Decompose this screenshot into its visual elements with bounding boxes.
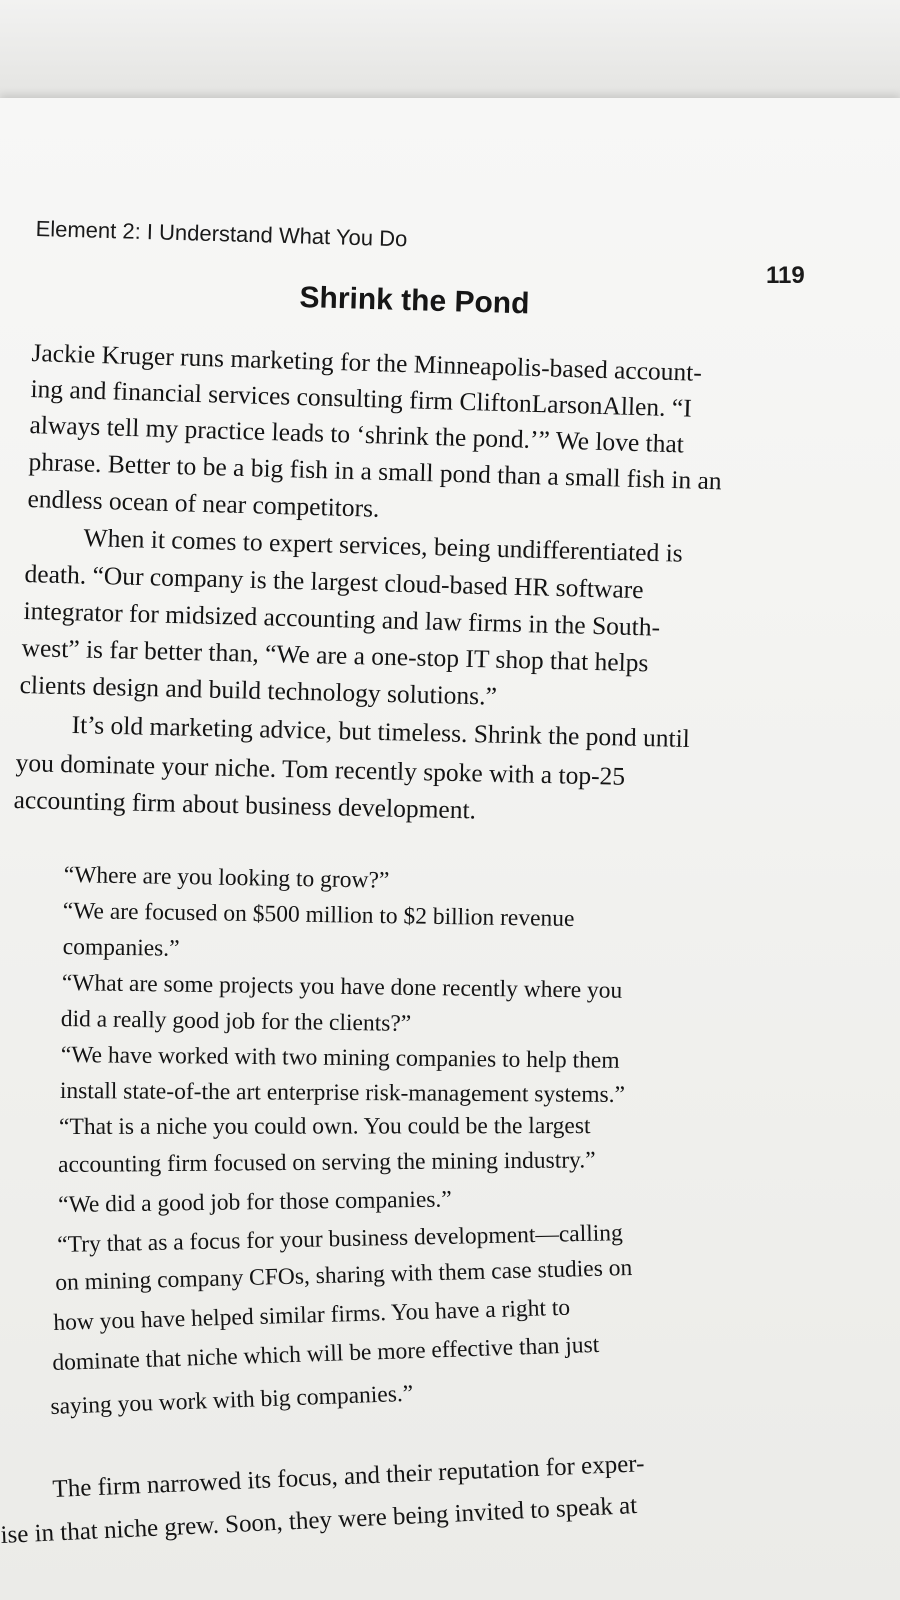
body-line: ise in that niche grew. Soon, they were being invited to speak at: [0, 1491, 638, 1549]
book-page: [0, 98, 900, 1600]
dialogue-line: on mining company CFOs, sharing with them case studies on: [55, 1254, 633, 1296]
dialogue-line: “We have worked with two mining companies to help them: [60, 1042, 620, 1074]
body-line: death. “Our company is the largest cloud-based HR software: [24, 559, 644, 605]
body-line: accounting firm about business development.: [13, 785, 477, 825]
dialogue-line: “Where are you looking to grow?”: [63, 862, 390, 894]
page-number: 119: [766, 262, 805, 289]
dialogue-line: how you have helped similar firms. You have a right to: [53, 1294, 571, 1336]
dialogue-line: saying you work with big companies.”: [50, 1380, 414, 1420]
body-line: phrase. Better to be a big fish in a small pond than a small fish in an: [28, 447, 723, 496]
body-line: endless ocean of near competitors.: [27, 484, 380, 523]
body-line: The firm narrowed its focus, and their reputation for exper-: [52, 1450, 645, 1503]
dialogue-line: “What are some projects you have done recently where you: [61, 970, 623, 1004]
body-line: always tell my practice leads to ‘shrink the pond.’” We love that: [29, 410, 685, 459]
running-head: Element 2: I Understand What You Do: [35, 216, 408, 252]
dialogue-line: did a really good job for the clients?”: [60, 1006, 412, 1037]
body-line: Jackie Kruger runs marketing for the Minneapolis-based account-: [31, 338, 703, 387]
dialogue-line: “Try that as a focus for your business development—calling: [57, 1220, 624, 1258]
dialogue-line: accounting firm focused on serving the mining industry.”: [58, 1147, 596, 1178]
body-line: integrator for midsized accounting and law firms in the South-: [23, 596, 661, 642]
body-line: It’s old marketing advice, but timeless. Shrink the pond until: [71, 710, 691, 754]
dialogue-line: dominate that niche which will be more effective than just: [52, 1331, 600, 1376]
body-line: clients design and build technology solutions.”: [19, 670, 498, 711]
body-line: west” is far better than, “We are a one-stop IT shop that helps: [21, 633, 649, 678]
dialogue-line: “We are focused on $500 million to $2 billion revenue: [62, 898, 575, 933]
dialogue-line: “We did a good job for those companies.”: [58, 1186, 452, 1218]
body-line: When it comes to expert services, being undifferentiated is: [83, 523, 684, 568]
section-title: Shrink the Pond: [299, 281, 530, 321]
dialogue-line: “That is a niche you could own. You could be the largest: [59, 1113, 591, 1140]
body-line: you dominate your niche. Tom recently spoke with a top-25: [15, 748, 626, 791]
dialogue-line: companies.”: [62, 934, 180, 962]
body-line: ing and financial services consulting firm CliftonLarsonAllen. “I: [30, 374, 693, 423]
dialogue-line: install state-of-the art enterprise risk-management systems.”: [59, 1078, 626, 1108]
